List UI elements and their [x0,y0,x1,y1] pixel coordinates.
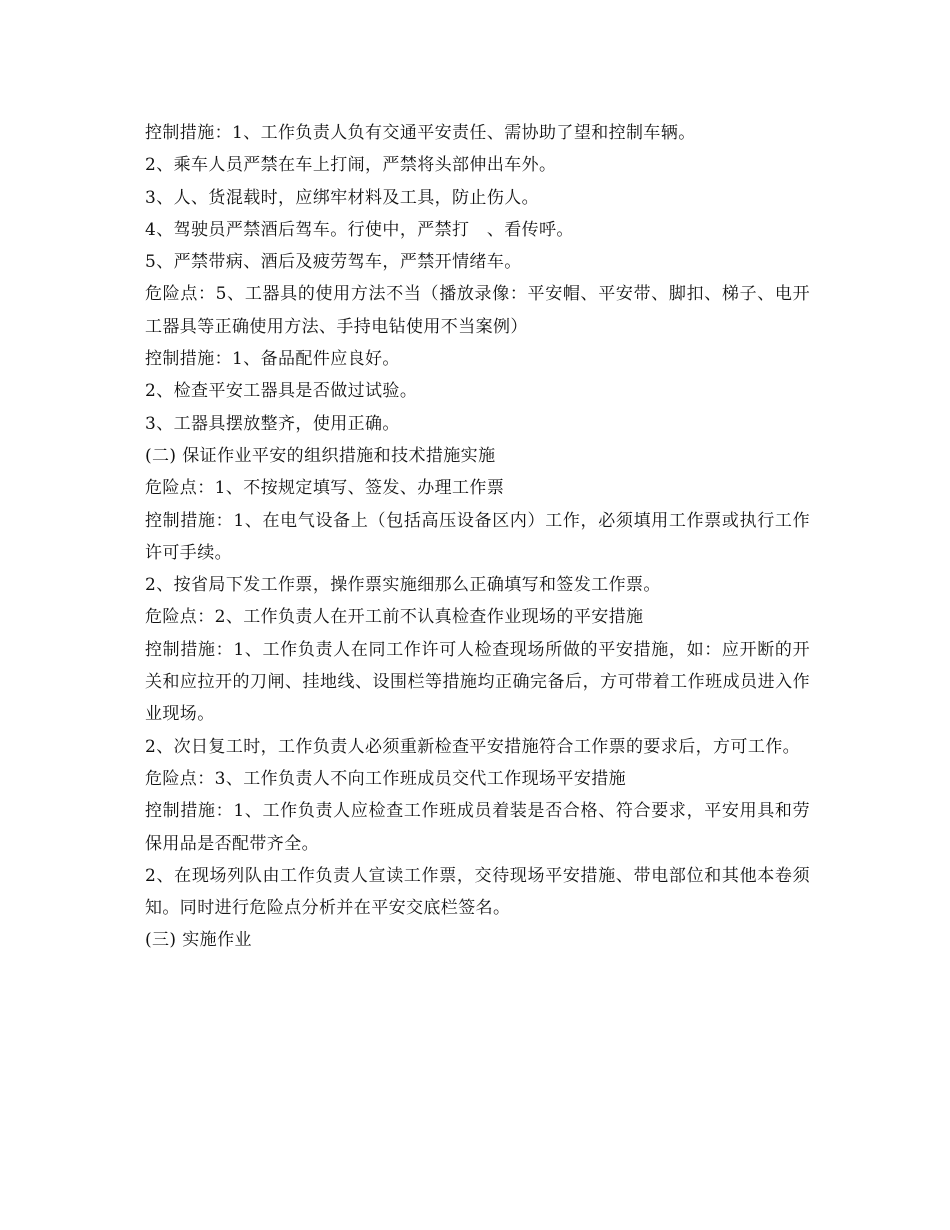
section-heading-2: (二) 保证作业平安的组织措施和技术措施实施 [145,445,496,466]
section-heading-3: (三) 实施作业 [145,930,252,951]
document-body [145,117,810,957]
paragraph-control-site-check: 控制措施：1、工作负责人在同工作许可人检查现场所做的平安措施，如：应开断的开关和应拉开的刀闸、挂地线、设围栏等措施均正确完备后，方可带着工作班成员进入作业现场。 [145,639,810,725]
paragraph-danger-point-work-ticket: 危险点：1、不按规定填写、签发、办理工作票 [145,478,505,499]
paragraph-danger-point-briefing: 危险点：3、工作负责人不向工作班成员交代工作现场平安措施 [145,768,627,789]
paragraph-control-spare-parts: 控制措施：1、备品配件应良好。 [145,349,400,370]
paragraph-passenger-rules: 2、乘车人员严禁在车上打闹，严禁将头部伸出车外。 [145,155,557,176]
paragraph-danger-point-tools: 危险点：5、工器具的使用方法不当（播放录像：平安帽、平安带、脚扣、梯子、电开工器具等正确使用方法、手持电钻使用不当案例） [145,284,810,337]
paragraph-danger-point-precheck: 危险点：2、工作负责人在开工前不认真检查作业现场的平安措施 [145,607,644,628]
paragraph-tool-arrangement: 3、工器具摆放整齐，使用正确。 [145,413,400,434]
paragraph-control-measure-traffic: 控制措施：1、工作负责人负有交通平安责任、需协助了望和控制车辆。 [145,123,696,143]
paragraph-issue-work-ticket: 2、按省局下发工作票，操作票实施细那么正确填写和签发工作票。 [145,575,661,596]
paragraph-read-work-ticket: 2、在现场列队由工作负责人宣读工作票，交待现场平安措施、带电部位和其他本卷须知。同时进行危险点分析并在平安交底栏签名。 [145,865,810,919]
paragraph-check-tool-tests: 2、检查平安工器具是否做过试验。 [145,381,418,402]
paragraph-resume-work-check: 2、次日复工时，工作负责人必须重新检查平安措施符合工作票的要求后，方可工作。 [145,736,801,757]
paragraph-no-drunk-driving: 4、驾驶员严禁酒后驾车。行使中，严禁打 、看传呼。 [145,219,574,240]
paragraph-control-electrical-work: 控制措施：1、在电气设备上（包括高压设备区内）工作，必须填用工作票或执行工作许可手续。 [145,510,810,563]
paragraph-mixed-load: 3、人、货混载时，应绑牢材料及工具，防止伤人。 [145,187,540,208]
paragraph-no-fatigue-driving: 5、严禁带病、酒后及疲劳驾车，严禁开情绪车。 [145,252,522,273]
paragraph-control-ppe-check: 控制措施：1、工作负责人应检查工作班成员着装是否合格、符合要求，平安用具和劳保用品是否配带齐全。 [145,801,810,854]
